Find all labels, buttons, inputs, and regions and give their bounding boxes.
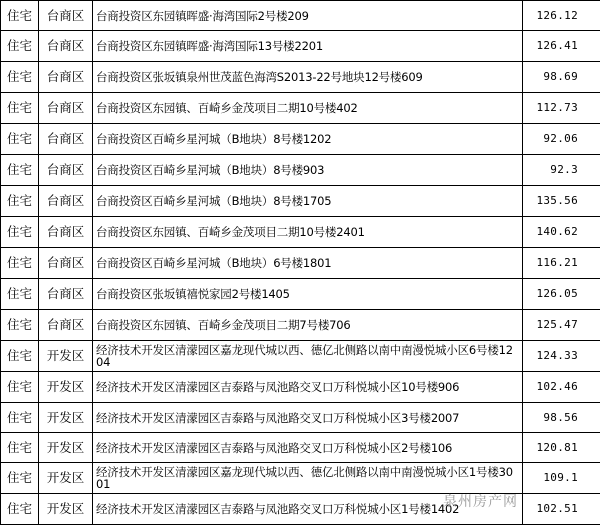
area-cell: 98.56 — [523, 403, 600, 433]
property-type-cell: 住宅 — [1, 279, 39, 310]
area-cell: 126.05 — [523, 279, 600, 310]
area-cell: 125.47 — [523, 310, 600, 341]
property-type-cell: 住宅 — [1, 155, 39, 186]
district-cell: 台商区 — [39, 124, 93, 155]
area-cell: 109.1 — [523, 463, 600, 494]
table-row — [1, 186, 600, 217]
district-cell: 台商区 — [39, 310, 93, 341]
district-cell: 台商区 — [39, 31, 93, 62]
property-type-cell: 住宅 — [1, 93, 39, 124]
area-cell: 126.41 — [523, 31, 600, 62]
district-cell: 台商区 — [39, 279, 93, 310]
address-cell: 台商投资区百崎乡星河城（B地块）6号楼1801 — [93, 248, 523, 279]
table-row — [1, 372, 600, 403]
property-type-cell: 住宅 — [1, 433, 39, 463]
district-cell: 开发区 — [39, 341, 93, 372]
district-cell: 开发区 — [39, 372, 93, 403]
watermark: 泉州房产网 — [443, 494, 518, 510]
district-cell: 台商区 — [39, 155, 93, 186]
property-type-cell: 住宅 — [1, 372, 39, 403]
address-cell: 台商投资区东园镇晖盛·海湾国际2号楼209 — [93, 1, 523, 31]
property-type-cell: 住宅 — [1, 494, 39, 525]
address-cell: 台商投资区百崎乡星河城（B地块）8号楼1705 — [93, 186, 523, 217]
area-cell: 92.3 — [523, 155, 600, 186]
area-cell: 92.06 — [523, 124, 600, 155]
property-type-cell: 住宅 — [1, 248, 39, 279]
property-type-cell: 住宅 — [1, 186, 39, 217]
table-row — [1, 31, 600, 62]
table-row — [1, 341, 600, 372]
address-cell: 经济技术开发区清濛园区嘉龙现代城以西、德亿北侧路以南中南漫悦城小区1号楼3001 — [93, 463, 523, 494]
address-cell: 台商投资区张坂镇禧悦家园2号楼1405 — [93, 279, 523, 310]
address-cell: 台商投资区张坂镇泉州世茂蓝色海湾S2013-22号地块12号楼609 — [93, 62, 523, 93]
address-cell: 经济技术开发区清濛园区吉泰路与凤池路交叉口万科悦城小区3号楼2007 — [93, 403, 523, 433]
area-cell: 120.81 — [523, 433, 600, 463]
address-cell: 经济技术开发区清濛园区吉泰路与凤池路交叉口万科悦城小区1号楼1402 — [93, 494, 523, 525]
address-cell: 台商投资区东园镇、百崎乡金茂项目二期7号楼706 — [93, 310, 523, 341]
area-cell: 102.51 — [523, 494, 600, 525]
district-cell: 台商区 — [39, 217, 93, 248]
district-cell: 开发区 — [39, 403, 93, 433]
property-type-cell: 住宅 — [1, 31, 39, 62]
table-row — [1, 463, 600, 494]
table-row — [1, 403, 600, 433]
district-cell: 开发区 — [39, 433, 93, 463]
district-cell: 开发区 — [39, 463, 93, 494]
property-type-cell: 住宅 — [1, 1, 39, 31]
address-cell: 经济技术开发区清濛园区吉泰路与凤池路交叉口万科悦城小区2号楼106 — [93, 433, 523, 463]
property-type-cell: 住宅 — [1, 341, 39, 372]
table-row — [1, 155, 600, 186]
property-type-cell: 住宅 — [1, 217, 39, 248]
table-row — [1, 93, 600, 124]
address-cell: 台商投资区百崎乡星河城（B地块）8号楼903 — [93, 155, 523, 186]
address-cell: 经济技术开发区清濛园区嘉龙现代城以西、德亿北侧路以南中南漫悦城小区6号楼1204 — [93, 341, 523, 372]
district-cell: 开发区 — [39, 494, 93, 525]
district-cell: 台商区 — [39, 1, 93, 31]
property-type-cell: 住宅 — [1, 403, 39, 433]
table-row — [1, 217, 600, 248]
address-cell: 台商投资区东园镇晖盛·海湾国际13号楼2201 — [93, 31, 523, 62]
area-cell: 135.56 — [523, 186, 600, 217]
table-row — [1, 62, 600, 93]
address-cell: 台商投资区东园镇、百崎乡金茂项目二期10号楼402 — [93, 93, 523, 124]
table-row — [1, 433, 600, 463]
area-cell: 126.12 — [523, 1, 600, 31]
table-row — [1, 310, 600, 341]
property-type-cell: 住宅 — [1, 310, 39, 341]
area-cell: 102.46 — [523, 372, 600, 403]
table-row — [1, 248, 600, 279]
table-row — [1, 124, 600, 155]
address-cell: 经济技术开发区清濛园区吉泰路与凤池路交叉口万科悦城小区10号楼906 — [93, 372, 523, 403]
table-row — [1, 279, 600, 310]
property-type-cell: 住宅 — [1, 62, 39, 93]
area-cell: 112.73 — [523, 93, 600, 124]
area-cell: 116.21 — [523, 248, 600, 279]
property-type-cell: 住宅 — [1, 463, 39, 494]
district-cell: 台商区 — [39, 248, 93, 279]
address-cell: 台商投资区百崎乡星河城（B地块）8号楼1202 — [93, 124, 523, 155]
area-cell: 124.33 — [523, 341, 600, 372]
district-cell: 台商区 — [39, 93, 93, 124]
district-cell: 台商区 — [39, 62, 93, 93]
area-cell: 98.69 — [523, 62, 600, 93]
table-row — [1, 1, 600, 31]
property-type-cell: 住宅 — [1, 124, 39, 155]
address-cell: 台商投资区东园镇、百崎乡金茂项目二期10号楼2401 — [93, 217, 523, 248]
area-cell: 140.62 — [523, 217, 600, 248]
housing-table-body — [1, 1, 600, 525]
district-cell: 台商区 — [39, 186, 93, 217]
